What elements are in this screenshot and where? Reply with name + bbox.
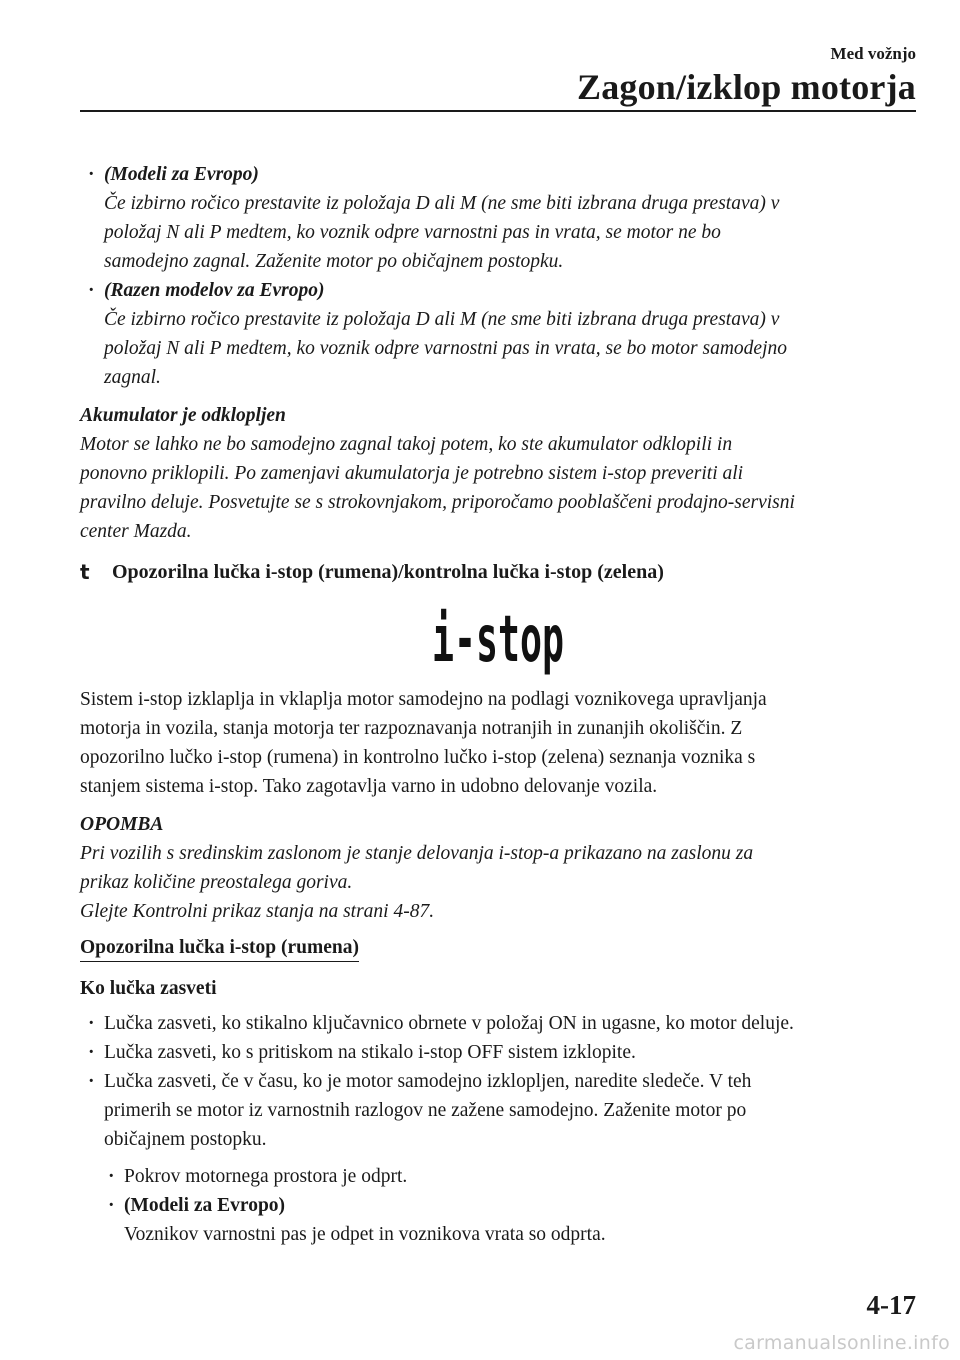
amber-bullet-list [80,1009,916,1154]
intro-line: stanjem sistema i-stop. Tako zagotavlja varno in udobno delovanje vozila. [80,776,658,797]
list-item [80,1009,916,1038]
list-item-line: Voznikov varnostni pas je odpet in voznikova vrata so odprta. [124,1224,606,1245]
chapter-title: Zagon/izklop motorja [576,67,916,107]
amber-sub-bullet-list [100,1162,916,1249]
when-light-on-heading: Ko lučka zasveti [80,978,217,999]
bullet-title: · (Modeli za Evropo) [104,164,259,185]
note-line: Pri vozilih s sredinskim zaslonom je stanje delovanja i-stop-a prikazano na zaslonu za [80,843,754,864]
list-item [80,1038,916,1067]
i-stop-logo-text: i-stop [432,603,564,677]
bullet-line: Če izbirno ročico prestavite iz položaja D ali M (ne sme biti izbrana druga prestava) v [104,193,780,214]
bullet-europe-models [80,160,916,276]
section-title: Med vožnjo [830,44,916,63]
note-line: Glejte Kontrolni prikaz stanja na strani 4-87. [80,901,435,922]
page-content [80,160,916,1249]
list-item-line: običajnem postopku. [104,1129,267,1150]
i-stop-logo [423,603,573,677]
page-number: 4-17 [866,1290,916,1320]
battery-disconnected-block [80,401,916,546]
battery-line: Motor se lahko ne bo samodejno zagnal takoj potem, ko ste akumulator odklopili in [80,434,733,455]
list-item-line: · Lučka zasveti, ko s pritiskom na stikalo i-stop OFF sistem izklopite. [104,1042,636,1063]
section-heading-text: Opozorilna lučka i-stop (rumena)/kontrolna lučka i-stop (zelena) [112,561,664,583]
intro-line: motorja in vozila, stanja motorja ter razpoznavanja notranjih in zunanjih okoliščin. Z [80,718,743,739]
i-stop-indicator-icon [80,603,916,677]
list-item [100,1191,916,1249]
section-heading [80,558,916,587]
list-item-line: · Lučka zasveti, če v času, ko je motor samodejno izklopljen, naredite sledeče. V teh [104,1071,752,1092]
intro-paragraph [80,685,916,801]
note-line: prikaz količine preostalega goriva. [80,872,353,893]
page-header [577,44,916,108]
section-marker-icon: t [80,560,90,584]
bullet-line: položaj N ali P medtem, ko voznik odpre varnostni pas in vrata, se motor ne bo [104,222,721,243]
list-item [100,1162,916,1191]
battery-line: center Mazda. [80,521,192,542]
intro-line: Sistem i-stop izklaplja in vklaplja motor samodejno na podlagi voznikovega upravljanja [80,689,767,710]
bullet-line: samodejno zagnal. Zaženite motor po običajnem postopku. [104,251,564,272]
list-item [80,1067,916,1154]
battery-title: Akumulator je odklopljen [80,405,286,426]
note-block [80,810,916,926]
bullet-line: položaj N ali P medtem, ko voznik odpre varnostni pas in vrata, se bo motor samodejno [104,338,787,359]
list-item-title: · (Modeli za Evropo) [124,1195,286,1216]
battery-line: ponovno priklopili. Po zamenjavi akumulatorja je potrebno sistem i-stop preveriti ali [80,463,744,484]
note-title: OPOMBA [80,814,164,835]
amber-light-heading: Opozorilna lučka i-stop (rumena) [80,935,359,962]
list-item-line: · Pokrov motornega prostora je odprt. [124,1166,408,1187]
list-item-line: primerih se motor iz varnostnih razlogov ne zažene samodejno. Zaženite motor po [104,1100,747,1121]
intro-line: opozorilno lučko i-stop (rumena) in kontrolno lučko i-stop (zelena) seznanja voznika s [80,747,756,768]
bullet-line: zagnal. [104,367,161,388]
header-rule [80,110,916,112]
bullet-line: Če izbirno ročico prestavite iz položaja D ali M (ne sme biti izbrana druga prestava) v [104,309,780,330]
battery-line: pravilno deluje. Posvetujte se s strokovnjakom, priporočamo pooblaščeni prodajno-servisni [80,492,795,513]
bullet-title: · (Razen modelov za Evropo) [104,280,325,301]
watermark: carmanualsonline.info [733,1332,950,1354]
list-item-line: · Lučka zasveti, ko stikalno ključavnico obrnete v položaj ON in ugasne, ko motor deluje. [104,1013,794,1034]
bullet-non-europe-models [80,276,916,392]
